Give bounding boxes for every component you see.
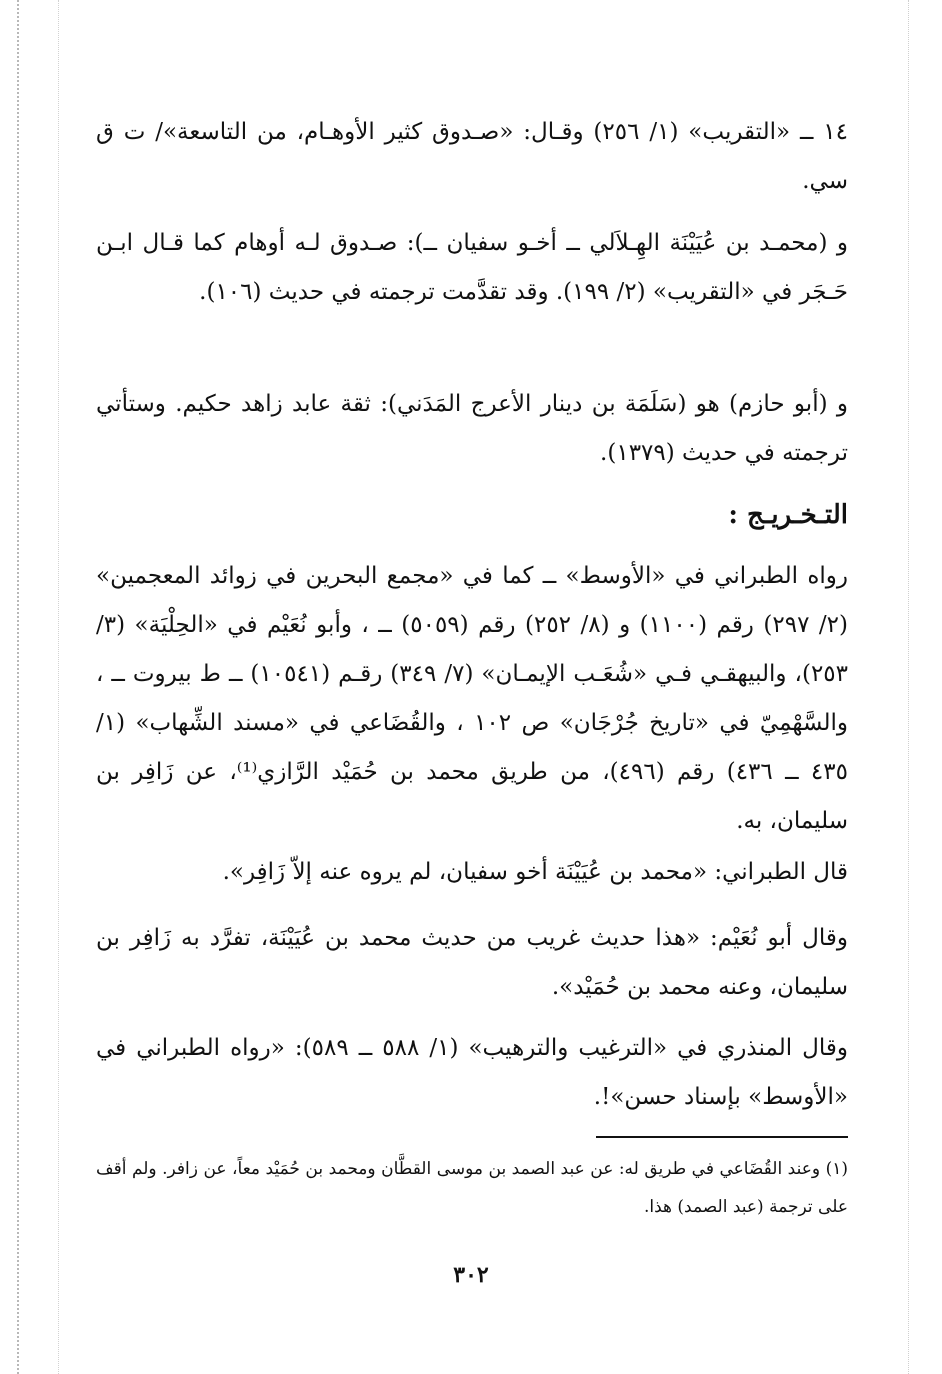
paragraph-text: قال الطبراني: «محمد بن عُيَيْنَة أخو سفيان، لم يروه عنه إلاّ زَافِر».	[222, 859, 848, 885]
footnote-separator	[596, 1136, 848, 1138]
footnote	[96, 1150, 848, 1226]
paragraph-2	[96, 219, 848, 317]
paragraph-text: و (أبو حازم) هو (سَلَمَة بن دينار الأعرج المَدَني): ثقة عابد زاهد حكيم. وستأتي ترجمته في حديث (١٣٧٩).	[96, 391, 848, 466]
takhrij-paragraph-1	[96, 552, 848, 846]
paragraph-text: رواه الطبراني في «الأوسط» ــ كما في «مجمع البحرين في زوائد المعجمين» (٢/ ٢٩٧) رقم (١١٠٠) و (٨/ ٢٥٢) رقم (٥٠٥٩) ــ ، وأبو نُعَيْم في «الحِلْيَة» (٣/ ٢٥٣)، والبيهقـي فـي «شُعَـب الإيمـان» (٧/ ٣٤٩) رقـم (١٠٥٤١) ــ ط بيروت ــ ، والسَّهْمِيّ في «تاريخ جُرْجَان» ص ١٠٢ ، والقُضَاعي في «مسند الشِّهاب» (١/ ٤٣٥ ــ ٤٣٦) رقم (٤٩٦)، من طريق محمد بن حُمَيْد الرَّازي⁽¹⁾، عن زَافِر بن سليمان، به.	[96, 563, 849, 834]
footnote-text: (١) وعند القُضَاعي في طريق له: عن عبد الصمد بن موسى القطَّان ومحمد بن حُمَيْد معاً، عن زافر. ولم أقف على ترجمة (عبد الصمد) هذا.	[96, 1159, 848, 1217]
page-number: ٣٠٢	[453, 1262, 489, 1288]
takhrij-paragraph-3	[96, 914, 848, 1012]
paragraph-text: ١٤ ــ «التقريب» (١/ ٢٥٦) وقـال: «صـدوق كثير الأوهـام، من التاسعة»/ ت ق سي.	[96, 119, 848, 194]
paragraph-3	[96, 380, 848, 478]
scan-margin-line	[17, 0, 19, 1374]
paragraph-text: وقال أبو نُعَيْم: «هذا حديث غريب من حديث محمد بن عُيَيْنَة، تفرَّد به زَافِر بن سليمان، وعنه محمد بن حُمَيْد».	[96, 925, 848, 1000]
section-heading: التـخـريـج :	[728, 500, 848, 530]
paragraph-text: و (محمـد بن عُيَيْنَة الهِـلاَلي ــ أخـو سفيان ــ): صـدوق لـه أوهام كما قـال ابـن حَـجَر في «التقريب» (٢/ ١٩٩). وقد تقدَّمت ترجمته في حديث (١٠٦).	[96, 230, 848, 305]
scan-margin-line	[58, 0, 59, 1374]
paragraph-1	[96, 108, 848, 206]
scan-margin-line	[908, 0, 909, 1374]
takhrij-paragraph-4	[96, 1024, 848, 1122]
paragraph-text: وقال المنذري في «الترغيب والترهيب» (١/ ٥٨٨ ــ ٥٨٩): «رواه الطبراني في «الأوسط» بإسناد حسن»!.	[96, 1035, 848, 1110]
takhrij-paragraph-2	[96, 848, 848, 897]
